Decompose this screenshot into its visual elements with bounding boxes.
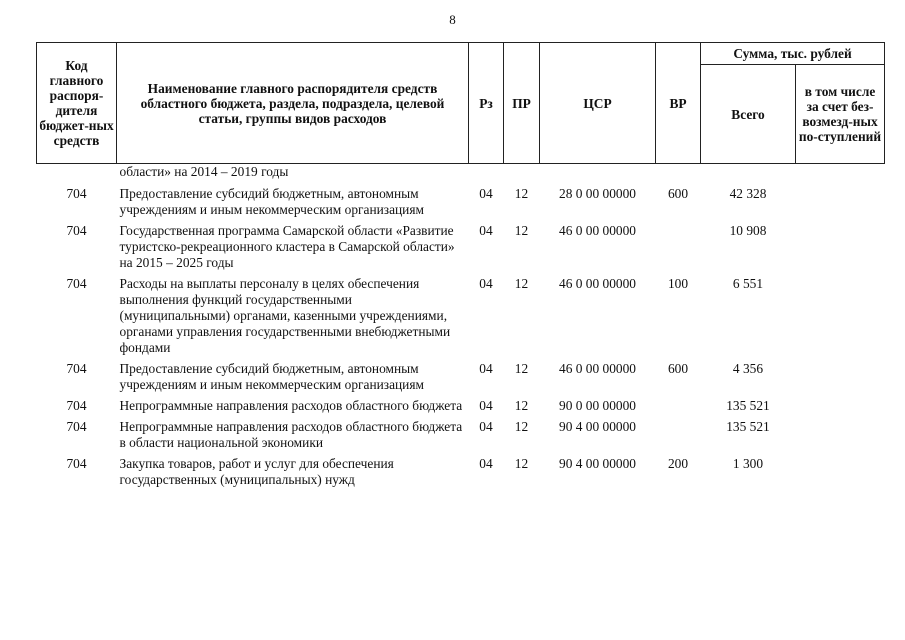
row-pr: 12 bbox=[514, 361, 529, 376]
row-total: 6 551 bbox=[732, 276, 764, 291]
row-name: Непрограммные направления расходов областного бюджета bbox=[119, 398, 463, 413]
row-total: 4 356 bbox=[732, 361, 764, 376]
row-name: Расходы на выплаты персоналу в целях обеспечения выполнения функций государственными (муниципальными) органами, казенными учреждениями, органами управления государственными внебюджетными фондами bbox=[119, 276, 451, 355]
row-free-receipts bbox=[796, 394, 885, 415]
row-vr: 600 bbox=[667, 361, 689, 376]
row-csr: 28 0 00 00000 bbox=[559, 186, 636, 201]
row-rz: 04 bbox=[479, 186, 493, 201]
header-code: Код главного распоря-дителя бюджет-ных средств bbox=[37, 43, 117, 164]
row-code: 704 bbox=[66, 361, 87, 376]
row-rz: 04 bbox=[479, 223, 493, 238]
row-csr: 46 0 00 00000 bbox=[559, 276, 636, 291]
row-rz: 04 bbox=[479, 398, 493, 413]
row-rz: 04 bbox=[479, 419, 493, 434]
row-csr: 46 0 00 00000 bbox=[559, 361, 636, 376]
row-free-receipts bbox=[796, 272, 885, 357]
row-pr: 12 bbox=[514, 456, 529, 471]
row-name: Предоставление субсидий бюджетным, автономным учреждениям и иным некоммерческим организациям bbox=[119, 361, 424, 392]
budget-table bbox=[36, 42, 885, 489]
table-row bbox=[37, 219, 885, 272]
header-free-receipts: в том числе за счет без-возмезд-ных по-ступлений bbox=[796, 65, 885, 164]
header-rz: Рз bbox=[469, 43, 504, 164]
row-code: 704 bbox=[66, 223, 87, 238]
row-free-receipts bbox=[796, 219, 885, 272]
row-free-receipts bbox=[796, 415, 885, 452]
row-pr: 12 bbox=[514, 186, 529, 201]
row-free-receipts bbox=[796, 452, 885, 489]
row-csr: 90 4 00 00000 bbox=[559, 456, 636, 471]
header-name: Наименование главного распорядителя средств областного бюджета, раздела, подраздела, целевой статьи, группы видов расходов bbox=[117, 43, 469, 164]
header-sum-group: Сумма, тыс. рублей bbox=[701, 43, 885, 65]
row-code: 704 bbox=[66, 186, 87, 201]
table-body bbox=[37, 164, 885, 490]
header-pr: ПР bbox=[504, 43, 540, 164]
table-row bbox=[37, 394, 885, 415]
row-pr: 12 bbox=[514, 223, 529, 238]
table-row bbox=[37, 357, 885, 394]
row-rz: 04 bbox=[479, 361, 493, 376]
row-name: Непрограммные направления расходов областного бюджета в области национальной экономики bbox=[119, 419, 463, 450]
table-row bbox=[37, 182, 885, 219]
row-code: 704 bbox=[66, 276, 87, 291]
row-csr: 90 0 00 00000 bbox=[559, 398, 636, 413]
row-free-receipts bbox=[796, 357, 885, 394]
header-total: Всего bbox=[701, 65, 796, 164]
table-row bbox=[37, 452, 885, 489]
row-code: 704 bbox=[66, 456, 87, 471]
table-row bbox=[37, 415, 885, 452]
table-row bbox=[37, 272, 885, 357]
row-code: 704 bbox=[66, 398, 87, 413]
page-number: 8 bbox=[449, 12, 456, 27]
row-total: 135 521 bbox=[726, 419, 770, 434]
row-csr: 46 0 00 00000 bbox=[559, 223, 636, 238]
row-vr bbox=[656, 394, 701, 415]
table-header bbox=[37, 43, 885, 164]
row-vr bbox=[656, 415, 701, 452]
row-pr: 12 bbox=[514, 398, 529, 413]
row-total: 10 908 bbox=[729, 223, 767, 238]
row-name: Закупка товаров, работ и услуг для обеспечения государственных (муниципальных) нужд bbox=[119, 456, 394, 487]
row-vr: 600 bbox=[667, 186, 689, 201]
row-code: 704 bbox=[66, 419, 87, 434]
row-total: 1 300 bbox=[732, 456, 764, 471]
continuation-row bbox=[37, 164, 885, 183]
row-pr: 12 bbox=[514, 419, 529, 434]
row-name: Предоставление субсидий бюджетным, автономным учреждениям и иным некоммерческим организациям bbox=[119, 186, 424, 217]
row-total: 42 328 bbox=[729, 186, 767, 201]
row-csr: 90 4 00 00000 bbox=[559, 419, 636, 434]
row-name: Государственная программа Самарской области «Развитие туристско-рекреационного кластера в Самарской области» на 2015 – 2025 годы bbox=[119, 223, 455, 270]
row-rz: 04 bbox=[479, 276, 493, 291]
row-vr: 100 bbox=[667, 276, 689, 291]
row-rz: 04 bbox=[479, 456, 493, 471]
header-vr: ВР bbox=[656, 43, 701, 164]
row-total: 135 521 bbox=[726, 398, 770, 413]
row-free-receipts bbox=[796, 182, 885, 219]
row-vr: 200 bbox=[667, 456, 689, 471]
row-vr bbox=[656, 219, 701, 272]
continuation-text: области» на 2014 – 2019 годы bbox=[119, 164, 289, 179]
row-pr: 12 bbox=[514, 276, 529, 291]
header-csr: ЦСР bbox=[540, 43, 656, 164]
